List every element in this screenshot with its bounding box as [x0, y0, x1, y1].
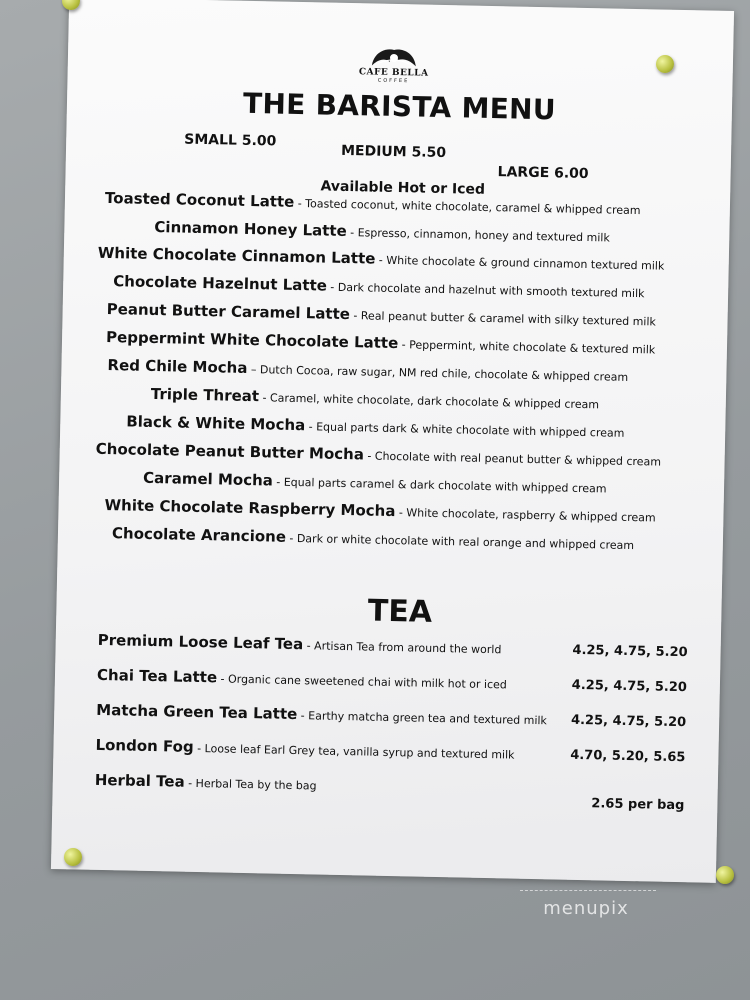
tea-name: Herbal Tea	[94, 770, 185, 791]
drink-description: - Real peanut butter & caramel with silky textured milk	[349, 309, 656, 329]
cafe-logo	[347, 45, 440, 85]
drink-description: - White chocolate, raspberry & whipped cream	[395, 506, 656, 525]
menu-title: THE BARISTA MENU	[242, 86, 557, 127]
size-large: LARGE 6.00	[497, 164, 589, 183]
drink-name: Red Chile Mocha	[107, 356, 248, 377]
tea-description: - Earthy matcha green tea and textured milk	[297, 709, 548, 728]
drink-name: Triple Threat	[150, 384, 260, 406]
tea-price: 2.65 per bag	[591, 796, 685, 814]
tea-description: - Organic cane sweetened chai with milk hot or iced	[216, 672, 507, 692]
drink-name: Chocolate Arancione	[111, 524, 287, 546]
drink-item	[106, 327, 656, 357]
logo-sub: COFFEE	[377, 77, 410, 85]
drink-item	[151, 384, 600, 412]
size-small: SMALL 5.00	[184, 131, 277, 150]
drink-name: Peanut Butter Caramel Latte	[106, 299, 351, 324]
drink-name: Black & White Mocha	[126, 412, 306, 435]
logo-name: CAFE BELLA	[358, 67, 429, 79]
drink-name: White Chocolate Raspberry Mocha	[104, 495, 396, 521]
tea-description: - Herbal Tea by the bag	[184, 776, 317, 793]
drink-name: Cinnamon Honey Latte	[154, 217, 347, 240]
logo-emblem-icon	[364, 45, 424, 68]
drink-item	[112, 523, 635, 553]
drink-item	[113, 271, 645, 301]
availability-note: Available Hot or Iced	[320, 178, 486, 198]
drink-description: - White chocolate & ground cinnamon textured milk	[375, 253, 665, 273]
drink-description: - Equal parts dark & white chocolate with whipped cream	[305, 420, 625, 440]
pushpin-icon	[656, 55, 674, 73]
tea-item	[98, 630, 688, 661]
tea-description: - Artisan Tea from around the world	[303, 639, 502, 657]
tea-price: 4.25, 4.75, 5.20	[572, 642, 688, 661]
tea-item	[97, 665, 687, 696]
drink-item	[106, 299, 656, 329]
tea-item	[94, 770, 685, 814]
tea-name: London Fog	[95, 735, 194, 756]
tea-item	[96, 700, 686, 731]
drink-name: Caramel Mocha	[142, 468, 274, 490]
pushpin-icon	[716, 866, 734, 884]
drink-item	[104, 495, 655, 526]
tea-price: 4.70, 5.20, 5.65	[570, 747, 686, 766]
watermark-divider	[520, 890, 656, 891]
drink-description: - Dark or white chocolate with real orange and whipped cream	[285, 531, 635, 553]
drink-description: - Peppermint, white chocolate & textured milk	[398, 338, 656, 357]
tea-name: Chai Tea Latte	[96, 665, 218, 687]
tea-price: 4.25, 4.75, 5.20	[570, 712, 687, 731]
drink-description: – Dutch Cocoa, raw sugar, NM red chile, chocolate & whipped cream	[247, 362, 629, 384]
drink-item	[96, 439, 662, 470]
tea-heading: TEA	[367, 593, 433, 630]
drink-item	[143, 468, 607, 497]
drink-item	[98, 243, 665, 274]
drink-description: - Equal parts caramel & dark chocolate with whipped cream	[272, 475, 607, 496]
pushpin-icon	[64, 848, 82, 866]
tea-price: 4.25, 4.75, 5.20	[571, 677, 688, 696]
drink-name: Peppermint White Chocolate Latte	[105, 327, 399, 353]
size-medium: MEDIUM 5.50	[340, 142, 447, 162]
tea-item	[95, 735, 685, 766]
drink-name: Toasted Coconut Latte	[104, 188, 295, 211]
drink-description: - Espresso, cinnamon, honey and textured milk	[346, 225, 610, 245]
drink-item	[154, 217, 610, 246]
tea-name: Matcha Green Tea Latte	[96, 700, 298, 724]
drink-name: Chocolate Hazelnut Latte	[113, 272, 328, 295]
tea-description: - Loose leaf Earl Grey tea, vanilla syrup and textured milk	[193, 741, 515, 762]
drink-item	[107, 355, 628, 385]
drink-item	[126, 411, 625, 440]
menu-sheet	[51, 0, 734, 883]
drink-description: - Dark chocolate and hazelnut with smooth textured milk	[326, 280, 645, 301]
drink-name: White Chocolate Cinnamon Latte	[97, 243, 376, 268]
drink-description: - Caramel, white chocolate, dark chocolate & whipped cream	[258, 391, 600, 412]
drink-description: - Chocolate with real peanut butter & whipped cream	[363, 449, 662, 469]
watermark-text: menupix	[543, 898, 629, 919]
tea-name: Premium Loose Leaf Tea	[97, 630, 304, 654]
drink-name: Chocolate Peanut Butter Mocha	[95, 439, 365, 464]
drink-description: - Toasted coconut, white chocolate, caramel & whipped cream	[294, 196, 641, 218]
